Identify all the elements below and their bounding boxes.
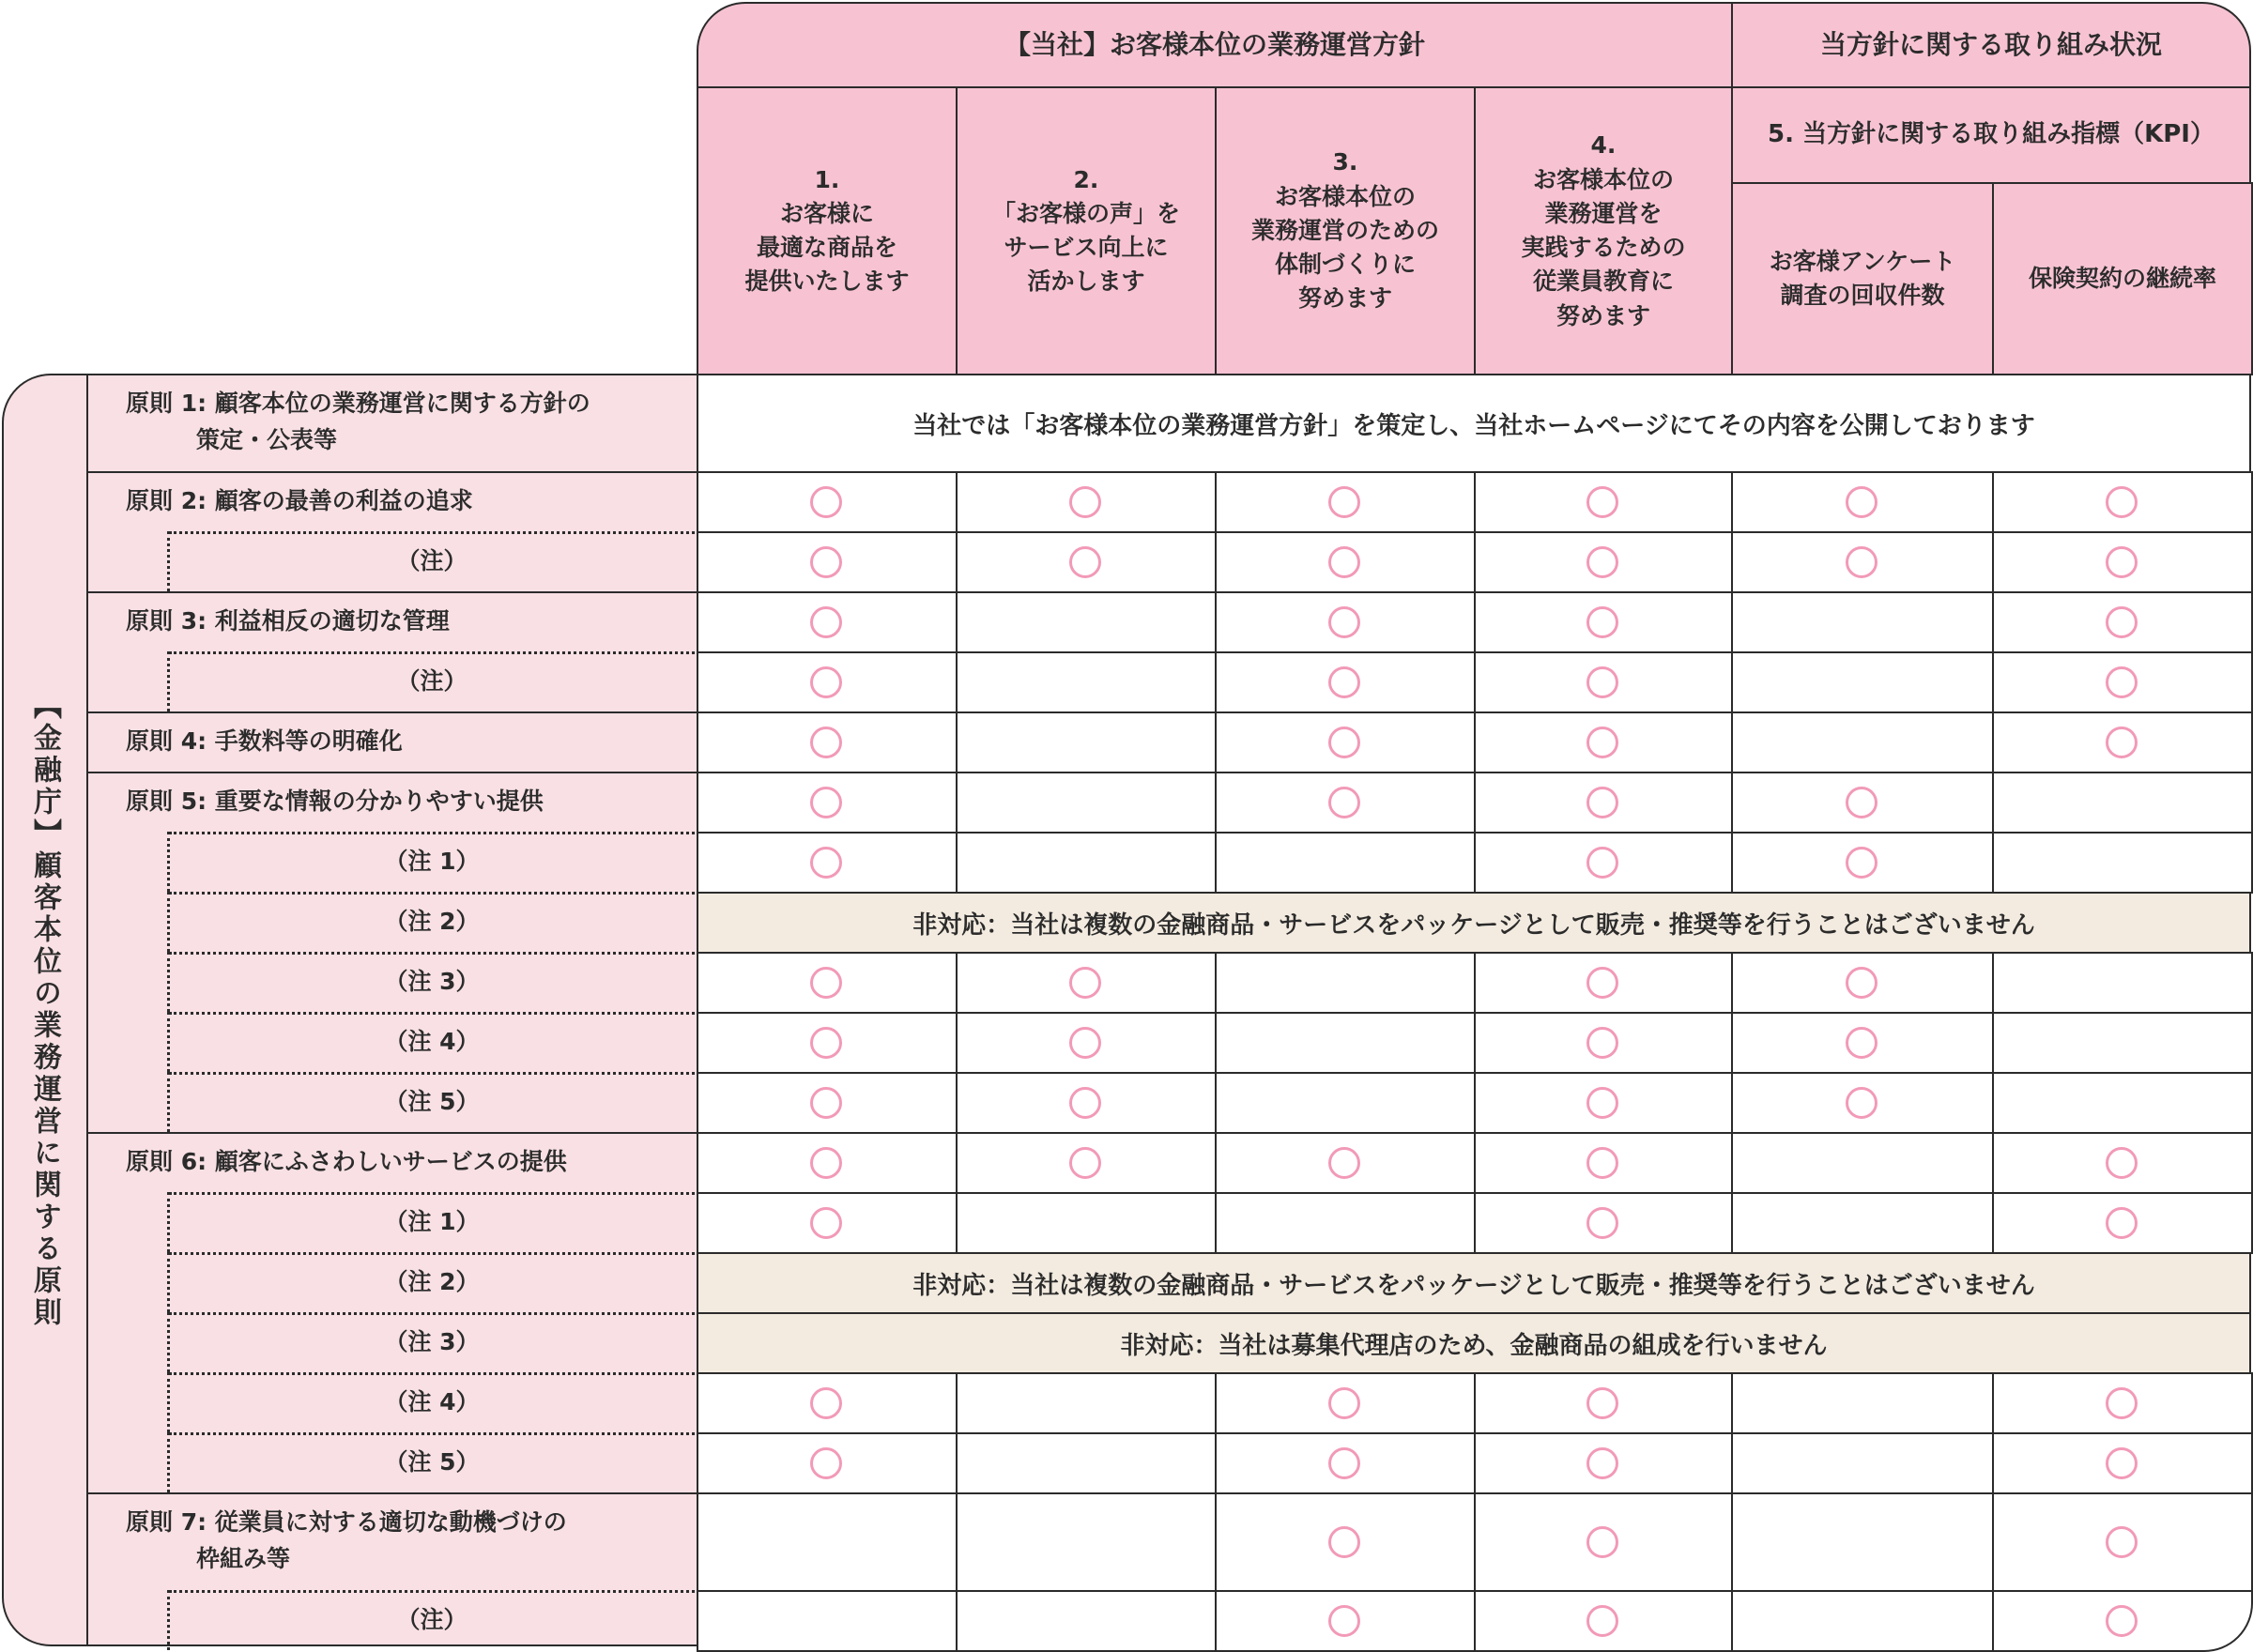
applies-circle-icon <box>1586 787 1618 818</box>
applies-circle-icon <box>1586 666 1618 698</box>
applies-circle-icon <box>1069 1027 1101 1059</box>
applies-circle-icon <box>810 1087 842 1119</box>
applies-circle-icon <box>810 967 842 999</box>
applies-circle-icon <box>1586 1605 1618 1637</box>
note-label: （注） <box>396 666 467 695</box>
side-divider <box>86 374 88 1646</box>
note-label: （注 4） <box>384 1387 480 1415</box>
grid-cell <box>956 772 1217 834</box>
principle-label: 原則 3: 利益相反の適切な管理 <box>126 606 450 635</box>
note-guide <box>167 1312 170 1372</box>
applies-circle-icon <box>810 847 842 879</box>
applies-circle-icon <box>2106 1387 2138 1419</box>
applies-circle-icon <box>1328 606 1360 638</box>
applies-circle-icon <box>2106 666 2138 698</box>
applies-circle-icon <box>1586 967 1618 999</box>
note-guide <box>167 952 170 1012</box>
applies-circle-icon <box>2106 1605 2138 1637</box>
applies-circle-icon <box>1069 546 1101 578</box>
applies-circle-icon <box>2106 727 2138 758</box>
applies-circle-icon <box>2106 486 2138 518</box>
applies-circle-icon <box>810 1027 842 1059</box>
applies-circle-icon <box>1328 787 1360 818</box>
kpi-header: 5. 当方針に関する取り組み指標（KPI） <box>1731 86 2251 184</box>
applies-circle-icon <box>1328 1387 1360 1419</box>
grid-cell <box>1731 1590 1994 1652</box>
applies-circle-icon <box>810 1147 842 1179</box>
grid-cell <box>956 1372 1217 1434</box>
note-label: （注 2） <box>384 907 480 935</box>
note-label: （注 3） <box>384 1327 480 1355</box>
note-label: （注 2） <box>384 1267 480 1295</box>
grid-cell <box>1992 832 2253 894</box>
grid-cell <box>956 591 1217 653</box>
applies-circle-icon <box>810 546 842 578</box>
applies-circle-icon <box>1846 967 1878 999</box>
grid-cell <box>1731 1192 1994 1254</box>
grid-cell <box>1731 1372 1994 1434</box>
applies-circle-icon <box>810 1387 842 1419</box>
note-label: （注） <box>396 1605 467 1633</box>
applies-circle-icon <box>1328 546 1360 578</box>
note-label: （注） <box>396 546 467 574</box>
note-guide <box>167 651 170 711</box>
grid-cell <box>1992 952 2253 1014</box>
grid-cell <box>1731 591 1994 653</box>
applies-circle-icon <box>1069 967 1101 999</box>
column-header-3: 3. お客様本位の 業務運営のための 体制づくりに 努めます <box>1215 86 1476 375</box>
applies-circle-icon <box>2106 1147 2138 1179</box>
applies-circle-icon <box>1328 666 1360 698</box>
column-header-5: お客様アンケート 調査の回収件数 <box>1731 182 1994 375</box>
grid-cell <box>697 1590 958 1652</box>
principle-label: 原則 1: 顧客本位の業務運営に関する方針の 策定・公表等 <box>126 390 590 453</box>
note-guide <box>167 1432 170 1492</box>
applies-circle-icon <box>1586 1526 1618 1558</box>
grid-cell <box>956 711 1217 773</box>
note-guide <box>167 1590 170 1650</box>
column-header-4: 4. お客様本位の 業務運営を 実践するための 従業員教育に 努めます <box>1474 86 1733 375</box>
principle-label: 原則 7: 従業員に対する適切な動機づけの 枠組み等 <box>126 1508 567 1572</box>
grid-cell <box>1731 1432 1994 1494</box>
note-guide <box>167 1252 170 1312</box>
applies-circle-icon <box>1069 1147 1101 1179</box>
note-label: （注 5） <box>384 1087 480 1115</box>
note-guide <box>167 1012 170 1072</box>
note-guide <box>167 1372 170 1432</box>
grid-cell <box>1731 1132 1994 1194</box>
applies-circle-icon <box>810 486 842 518</box>
grid-cell <box>1992 772 2253 834</box>
applies-circle-icon <box>1586 486 1618 518</box>
applies-circle-icon <box>1586 546 1618 578</box>
applies-circle-icon <box>1586 1387 1618 1419</box>
applies-circle-icon <box>1586 1147 1618 1179</box>
applies-circle-icon <box>1586 1087 1618 1119</box>
grid-cell <box>956 1492 1217 1592</box>
applies-circle-icon <box>810 666 842 698</box>
applies-circle-icon <box>810 1447 842 1479</box>
applies-circle-icon <box>1586 1447 1618 1479</box>
grid-cell <box>956 1590 1217 1652</box>
note-label: （注 4） <box>384 1027 480 1055</box>
applies-circle-icon <box>1328 1526 1360 1558</box>
applies-circle-icon <box>2106 1207 2138 1239</box>
applies-circle-icon <box>810 1207 842 1239</box>
applies-circle-icon <box>2106 546 2138 578</box>
grid-cell <box>956 1192 1217 1254</box>
grid-cell <box>1731 1492 1994 1592</box>
applies-circle-icon <box>1846 787 1878 818</box>
applies-circle-icon <box>1328 486 1360 518</box>
applies-circle-icon <box>1586 727 1618 758</box>
grid-cell <box>1215 1072 1476 1134</box>
applies-circle-icon <box>810 606 842 638</box>
applies-circle-icon <box>1846 486 1878 518</box>
grid-cell <box>1215 832 1476 894</box>
column-header-1: 1. お客様に 最適な商品を 提供いたします <box>697 86 958 375</box>
grid-cell <box>1215 1012 1476 1074</box>
note-guide <box>167 1192 170 1252</box>
applies-circle-icon <box>1846 1027 1878 1059</box>
grid-cell <box>1215 952 1476 1014</box>
applies-circle-icon <box>2106 606 2138 638</box>
grid-cell <box>1992 1012 2253 1074</box>
applies-circle-icon <box>1586 1027 1618 1059</box>
note-guide <box>167 531 170 591</box>
applies-circle-icon <box>1069 486 1101 518</box>
note-label: （注 5） <box>384 1447 480 1476</box>
applies-circle-icon <box>1846 847 1878 879</box>
grid-cell <box>956 651 1217 713</box>
applies-circle-icon <box>2106 1526 2138 1558</box>
principle-label: 原則 5: 重要な情報の分かりやすい提供 <box>126 787 544 815</box>
column-header-6: 保険契約の継続率 <box>1992 182 2253 375</box>
grid-cell <box>1731 651 1994 713</box>
grid-cell <box>697 1492 958 1592</box>
policy-statement: 当社では「お客様本位の業務運営方針」を策定し、当社ホームページにてその内容を公開しております <box>697 374 2251 473</box>
note-label: （注 1） <box>384 847 480 875</box>
applies-circle-icon <box>1846 1087 1878 1119</box>
applies-circle-icon <box>810 727 842 758</box>
applies-circle-icon <box>1328 727 1360 758</box>
applies-circle-icon <box>1586 1207 1618 1239</box>
not-applicable-note: 非対応：当社は複数の金融商品・サービスをパッケージとして販売・推奨等を行うことはございません <box>697 892 2251 954</box>
applies-circle-icon <box>1069 1087 1101 1119</box>
grid-cell <box>956 832 1217 894</box>
applies-circle-icon <box>1328 1447 1360 1479</box>
applies-circle-icon <box>2106 1447 2138 1479</box>
principle-label: 原則 2: 顧客の最善の利益の追求 <box>126 486 473 514</box>
not-applicable-note: 非対応：当社は募集代理店のため、金融商品の組成を行いません <box>697 1312 2251 1374</box>
grid-cell <box>1731 711 1994 773</box>
applies-circle-icon <box>1328 1147 1360 1179</box>
note-label: （注 3） <box>384 967 480 995</box>
note-guide <box>167 1072 170 1132</box>
grid-cell <box>1215 1192 1476 1254</box>
note-label: （注 1） <box>384 1207 480 1235</box>
applies-circle-icon <box>810 787 842 818</box>
grid-cell <box>956 1432 1217 1494</box>
policy-header: 【当社】お客様本位の業務運営方針 <box>697 2 1733 88</box>
status-header: 当方針に関する取り組み状況 <box>1731 2 2251 88</box>
grid-cell <box>1992 1072 2253 1134</box>
applies-circle-icon <box>1586 847 1618 879</box>
principle-label: 原則 4: 手数料等の明確化 <box>126 727 403 755</box>
applies-circle-icon <box>1328 1605 1360 1637</box>
principle-label: 原則 6: 顧客にふさわしいサービスの提供 <box>126 1147 567 1175</box>
note-guide <box>167 832 170 892</box>
side-title: 【金融庁】顧客本位の業務運営に関する原則 <box>28 691 61 1329</box>
applies-circle-icon <box>1846 546 1878 578</box>
note-guide <box>167 892 170 952</box>
not-applicable-note: 非対応：当社は複数の金融商品・サービスをパッケージとして販売・推奨等を行うことはございません <box>697 1252 2251 1314</box>
column-header-2: 2. 「お客様の声」を サービス向上に 活かします <box>956 86 1217 375</box>
applies-circle-icon <box>1586 606 1618 638</box>
